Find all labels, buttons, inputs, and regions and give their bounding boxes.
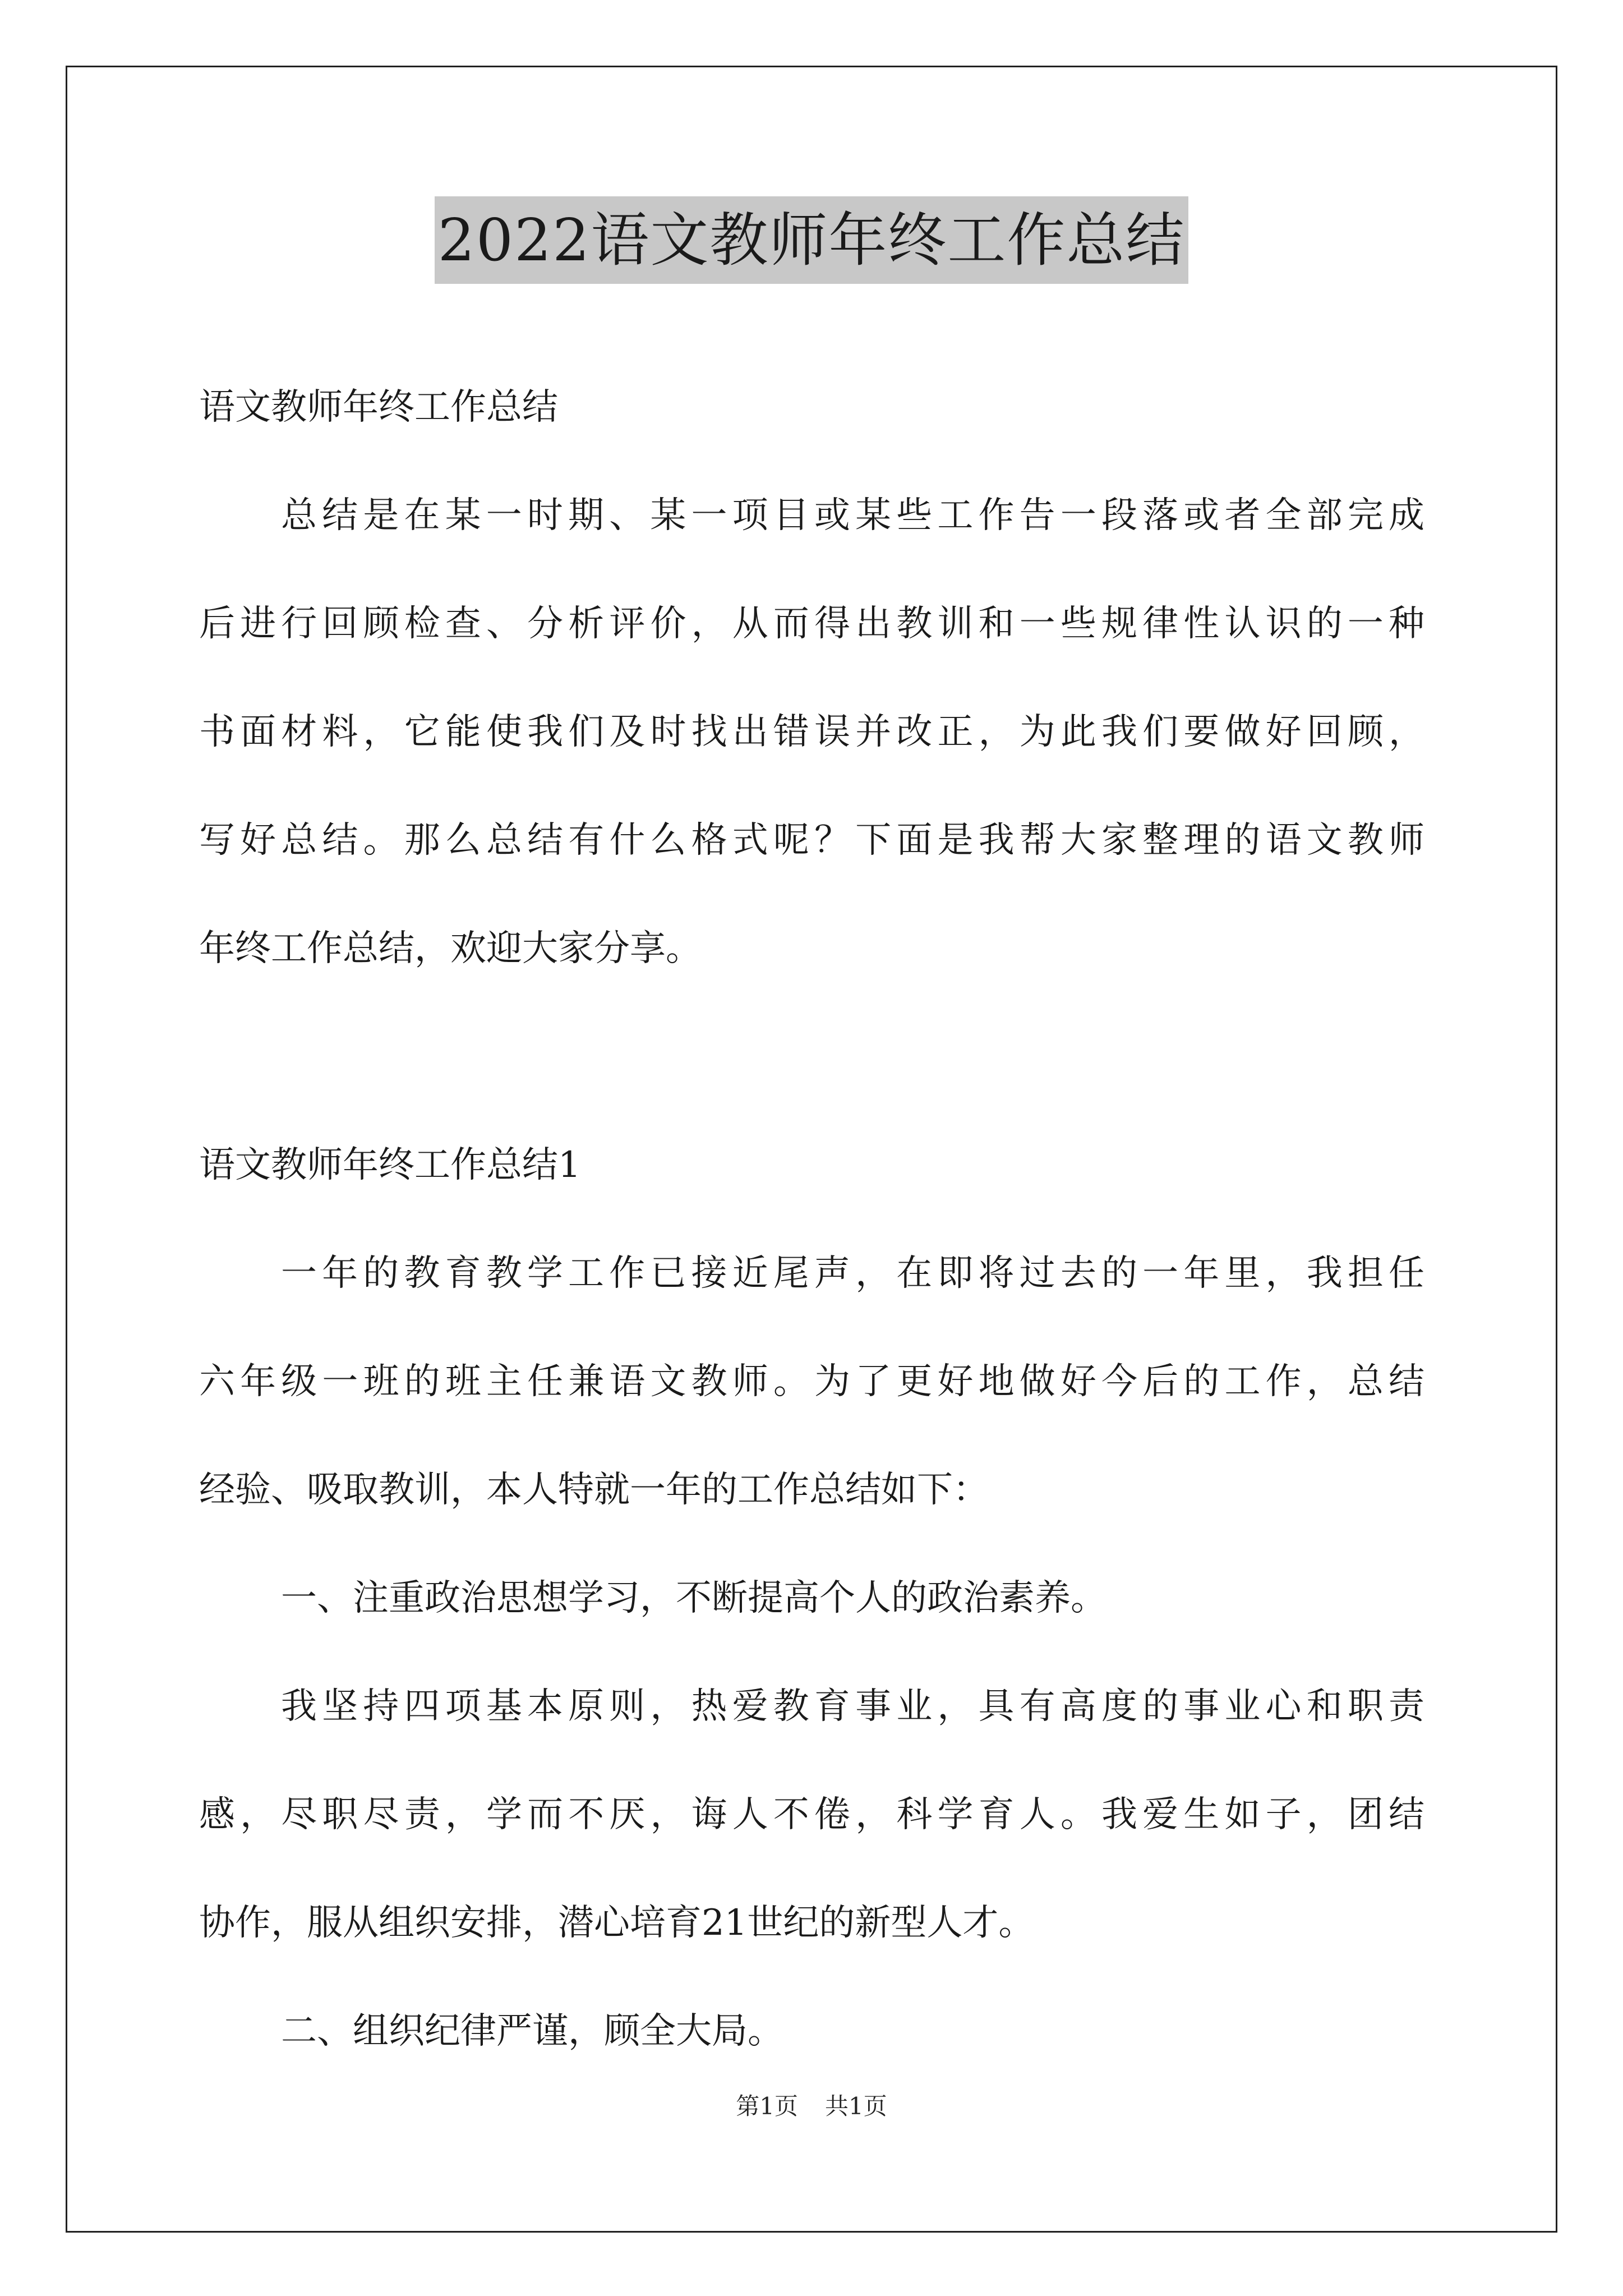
section-heading: 语文教师年终工作总结1: [199, 1144, 581, 1186]
intro-line: 年终工作总结，欢迎大家分享。: [199, 928, 702, 969]
intro-paragraph: [199, 462, 1424, 1003]
title-container: [0, 196, 1623, 284]
document-body: [199, 353, 1424, 2086]
paragraph-line: 一年的教育教学工作已接近尾声，在即将过去的一年里，我担任: [281, 1253, 1424, 1294]
point1-paragraph: [199, 1653, 1424, 1977]
page-total: 共1页: [825, 2092, 887, 2120]
paragraph-line: 协作，服从组织安排，潜心培育21世纪的新型人才。: [199, 1902, 1035, 1944]
paragraph-line: 经验、吸取教训，本人特就一年的工作总结如下：: [199, 1469, 989, 1511]
paragraph-gap: [199, 1003, 1424, 1111]
document-subtitle: 语文教师年终工作总结: [199, 386, 558, 428]
section1-paragraph: [199, 1220, 1424, 1544]
page-footer: [0, 2090, 1623, 2123]
page-number: 第1页: [736, 2092, 798, 2120]
intro-line: 总结是在某一时期、某一项目或某些工作告一段落或者全部完成: [281, 495, 1424, 536]
paragraph-line: 六年级一班的班主任兼语文教师。为了更好地做好今后的工作，总结: [199, 1361, 1424, 1402]
point-heading: 二、组织纪律严谨，顾全大局。: [281, 2010, 783, 2052]
intro-line: 写好总结。那么总结有什么格式呢？下面是我帮大家整理的语文教师: [199, 820, 1424, 861]
intro-line: 后进行回顾检查、分析评价，从而得出教训和一些规律性认识的一种: [199, 603, 1424, 645]
document-title: 2022语文教师年终工作总结: [435, 196, 1189, 284]
intro-line: 书面材料，它能使我们及时找出错误并改正，为此我们要做好回顾，: [199, 711, 1424, 753]
paragraph-line: 感，尽职尽责，学而不厌，诲人不倦，科学育人。我爱生如子，团结: [199, 1794, 1424, 1835]
paragraph-line: 我坚持四项基本原则，热爱教育事业，具有高度的事业心和职责: [281, 1686, 1424, 1727]
point-heading: 一、注重政治思想学习，不断提高个人的政治素养。: [281, 1577, 1106, 1619]
